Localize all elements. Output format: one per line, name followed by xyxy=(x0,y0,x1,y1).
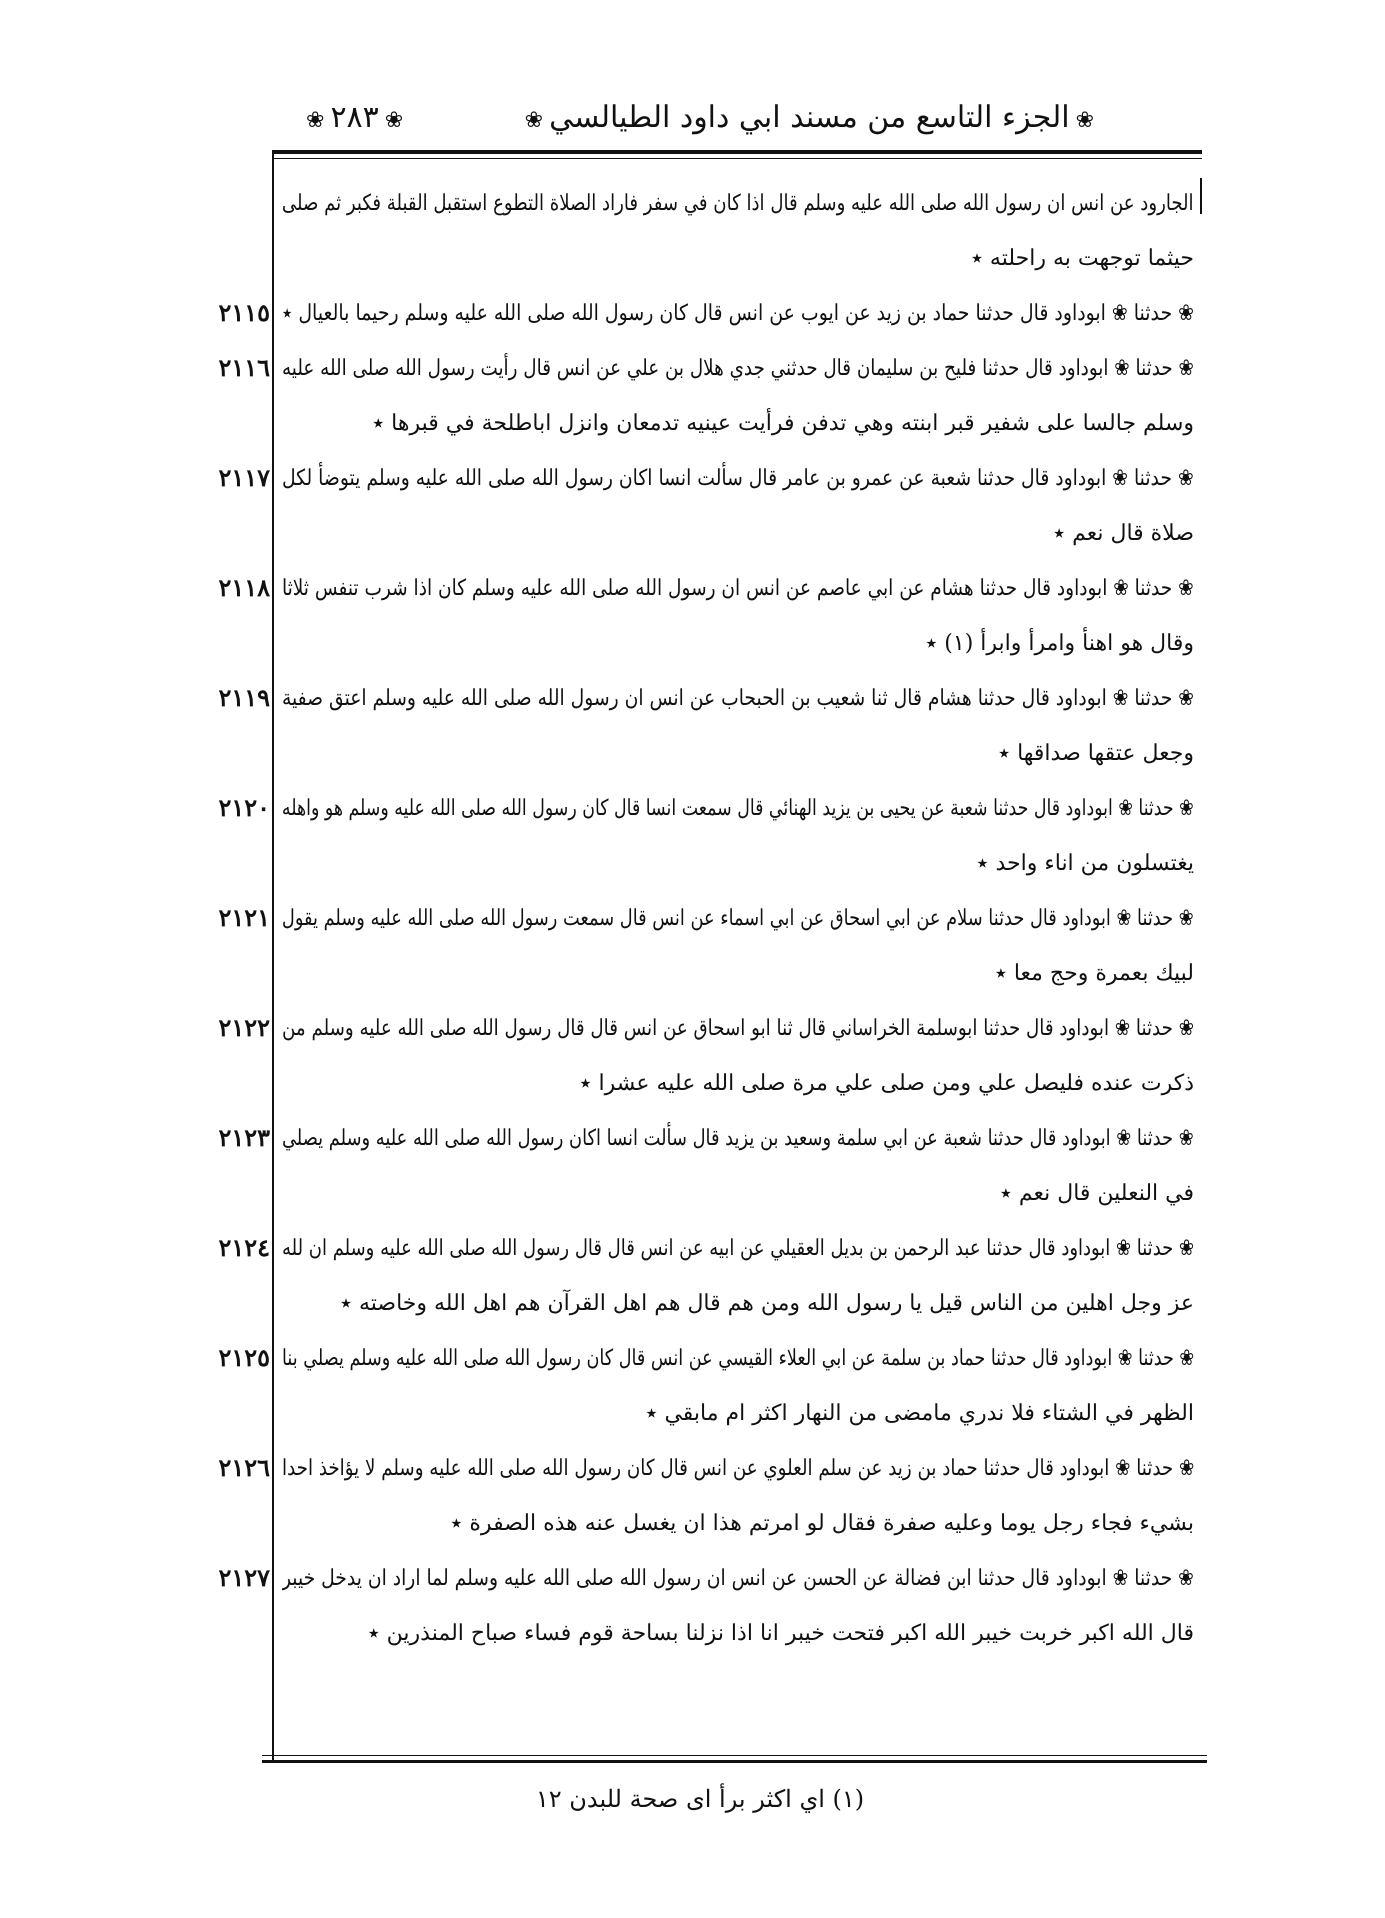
text-line-content: الظهر في الشتاء فلا ندري مامضى من النهار اكثر ام مابقي ٭ xyxy=(645,1401,1194,1426)
text-line-content: ❀ حدثنا ❀ ابوداود قال حدثنا حماد بن زيد عن سلم العلوي عن انس قال كان رسول الله صلى الله عليه وسلم لا يؤاخذ احدا xyxy=(282,1456,1194,1481)
text-line xyxy=(282,561,1194,616)
text-line-content: ❀ حدثنا ❀ ابوداود قال حدثنا عبد الرحمن بن بديل العقيلي عن ابيه عن انس قال قال رسول الله صلى الله عليه وسلم ان لله xyxy=(282,1236,1194,1261)
text-line xyxy=(282,341,1194,396)
text-line-content: ❀ حدثنا ❀ ابوداود قال حدثنا فليح بن سليمان قال حدثني جدي هلال بن علي عن انس قال رأيت رسول الله صلى الله عليه xyxy=(282,356,1194,381)
book-title xyxy=(519,100,1100,135)
hadith-number: ٢١٢١ xyxy=(218,903,270,932)
text-line-content: ❀ حدثنا ❀ ابوداود قال حدثنا هشام عن ابي عاصم عن انس ان رسول الله صلى الله عليه وسلم كان اذا شرب تنفس ثلاثا xyxy=(282,576,1194,601)
bottom-rule-thick xyxy=(262,1760,1207,1763)
hadith-number: ٢١٢٧ xyxy=(218,1563,270,1592)
flower-ornament-icon: ❀ xyxy=(306,108,325,133)
text-line-content: ❀ حدثنا ❀ ابوداود قال حدثنا ابوسلمة الخراساني قال ثنا ابو اسحاق عن انس قال قال رسول الله صلى الله عليه وسلم من xyxy=(282,1016,1194,1041)
hadith-number: ٢١١٥ xyxy=(218,298,270,327)
text-line xyxy=(282,1496,1194,1551)
hadith-number: ٢١٢٢ xyxy=(218,1013,270,1042)
right-margin-mark xyxy=(1200,178,1202,214)
text-line xyxy=(282,1056,1194,1111)
text-line xyxy=(282,616,1194,671)
text-line xyxy=(282,1166,1194,1221)
text-line-content: يغتسلون من اناء واحد ٭ xyxy=(976,851,1194,876)
page-number xyxy=(300,100,409,135)
hadith-number: ٢١٢٠ xyxy=(218,793,270,822)
hadith-number: ٢١٢٥ xyxy=(218,1343,270,1372)
text-line xyxy=(282,1276,1194,1331)
hadith-number: ٢١٢٦ xyxy=(218,1453,270,1482)
hadith-number: ٢١١٧ xyxy=(218,463,270,492)
text-line xyxy=(282,176,1194,231)
hadith-number: ٢١٢٣ xyxy=(218,1123,270,1152)
text-line-content: ❀ حدثنا ❀ ابوداود قال حدثنا شعبة عن يحيى بن يزيد الهنائي قال سمعت انسا قال كان رسول الله صلى الله عليه وسلم هو واهله xyxy=(282,796,1194,821)
text-line-content: ❀ حدثنا ❀ ابوداود قال حدثنا شعبة عن عمرو بن عامر قال سألت انسا اكان رسول الله صلى الله عليه وسلم يتوضأ لكل xyxy=(282,466,1194,491)
text-line xyxy=(282,1331,1194,1386)
text-line xyxy=(282,1386,1194,1441)
flower-ornament-icon: ❀ xyxy=(1075,108,1094,133)
book-title-text: الجزء التاسع من مسند ابي داود الطيالسي xyxy=(549,100,1070,135)
text-line xyxy=(282,1111,1194,1166)
running-head xyxy=(300,100,1100,150)
text-line-content: بشيء فجاء رجل يوما وعليه صفرة فقال لو امرتم هذا ان يغسل عنه هذه الصفرة ٭ xyxy=(450,1511,1194,1536)
text-line xyxy=(282,781,1194,836)
text-line-content: ❀ حدثنا ❀ ابوداود قال حدثنا سلام عن ابي اسحاق عن ابي اسماء عن انس قال سمعت رسول الله صلى الله عليه وسلم يقول xyxy=(282,906,1194,931)
text-line xyxy=(282,1441,1194,1496)
text-line-content: ذكرت عنده فليصل علي ومن صلى علي مرة صلى الله عليه عشرا ٭ xyxy=(579,1071,1194,1096)
hadith-number: ٢١١٩ xyxy=(218,683,270,712)
text-line xyxy=(282,286,1194,341)
text-line-content: الجارود عن انس ان رسول الله صلى الله عليه وسلم قال اذا كان في سفر فاراد الصلاة التطوع استقبل القبلة فكبر ثم صلى xyxy=(282,191,1194,216)
text-line-content: وسلم جالسا على شفير قبر ابنته وهي تدفن فرأيت عينيه تدمعان وانزل اباطلحة في قبرها ٭ xyxy=(372,411,1194,436)
text-line xyxy=(282,506,1194,561)
text-line xyxy=(282,671,1194,726)
text-line-content: وقال هو اهنأ وامرأ وابرأ (١) ٭ xyxy=(925,631,1194,656)
text-line xyxy=(282,836,1194,891)
text-line xyxy=(282,231,1194,286)
text-line-content: ❀ حدثنا ❀ ابوداود قال حدثنا شعبة عن ابي سلمة وسعيد بن يزيد قال سألت انسا اكان رسول الله صلى الله عليه وسلم يصلي xyxy=(282,1126,1194,1151)
page-number-text: ٢٨٣ xyxy=(330,100,379,135)
left-margin-rule xyxy=(272,150,274,1760)
hadith-number: ٢١١٦ xyxy=(218,353,270,382)
text-line xyxy=(282,726,1194,781)
hadith-number: ٢١١٨ xyxy=(218,573,270,602)
text-line-content: لبيك بعمرة وحج معا ٭ xyxy=(994,961,1194,986)
top-rule-thin xyxy=(272,158,1202,159)
text-line-content: قال الله اكبر خربت خيبر الله اكبر فتحت خيبر انا اذا نزلنا بساحة قوم فساء صباح المنذرين ٭ xyxy=(367,1621,1194,1646)
text-line-content: ❀ حدثنا ❀ ابوداود قال حدثنا حماد بن سلمة عن ابي العلاء القيسي عن انس قال كان رسول الله صلى الله عليه وسلم يصلي بنا xyxy=(282,1346,1194,1371)
text-line xyxy=(282,396,1194,451)
bottom-rule-thin xyxy=(262,1755,1207,1756)
text-line-content: ❀ حدثنا ❀ ابوداود قال حدثنا حماد بن زيد عن ايوب عن انس قال كان رسول الله صلى الله عليه وسلم رحيما بالعيال ٭ xyxy=(282,301,1194,326)
text-line xyxy=(282,451,1194,506)
footnote: (١) اي اكثر برأ اى صحة للبدن ١٢ xyxy=(535,1785,865,1813)
flower-ornament-icon: ❀ xyxy=(524,108,544,133)
text-line xyxy=(282,946,1194,1001)
hadith-number: ٢١٢٤ xyxy=(218,1233,270,1262)
flower-ornament-icon: ❀ xyxy=(384,108,404,133)
top-rule-thick xyxy=(272,150,1202,154)
text-line xyxy=(282,1221,1194,1276)
text-line xyxy=(282,1606,1194,1661)
text-line-content: ❀ حدثنا ❀ ابوداود قال حدثنا ابن فضالة عن الحسن عن انس ان رسول الله صلى الله عليه وسلم لما اراد ان يدخل خيبر xyxy=(282,1566,1194,1591)
text-line-content: ❀ حدثنا ❀ ابوداود قال حدثنا هشام قال ثنا شعيب بن الحبحاب عن انس ان رسول الله صلى الله عليه وسلم اعتق صفية xyxy=(282,686,1194,711)
text-line xyxy=(282,1551,1194,1606)
text-line-content: عز وجل اهلين من الناس قيل يا رسول الله ومن هم قال هم اهل القرآن هم اهل الله وخاصته ٭ xyxy=(339,1291,1194,1316)
text-line-content: وجعل عتقها صداقها ٭ xyxy=(998,741,1194,766)
text-line-content: صلاة قال نعم ٭ xyxy=(1053,521,1194,546)
text-line-content: حيثما توجهت به راحلته ٭ xyxy=(970,246,1194,271)
text-line xyxy=(282,1001,1194,1056)
main-text xyxy=(282,176,1194,1661)
text-line-content: في النعلين قال نعم ٭ xyxy=(999,1181,1194,1206)
text-line xyxy=(282,891,1194,946)
